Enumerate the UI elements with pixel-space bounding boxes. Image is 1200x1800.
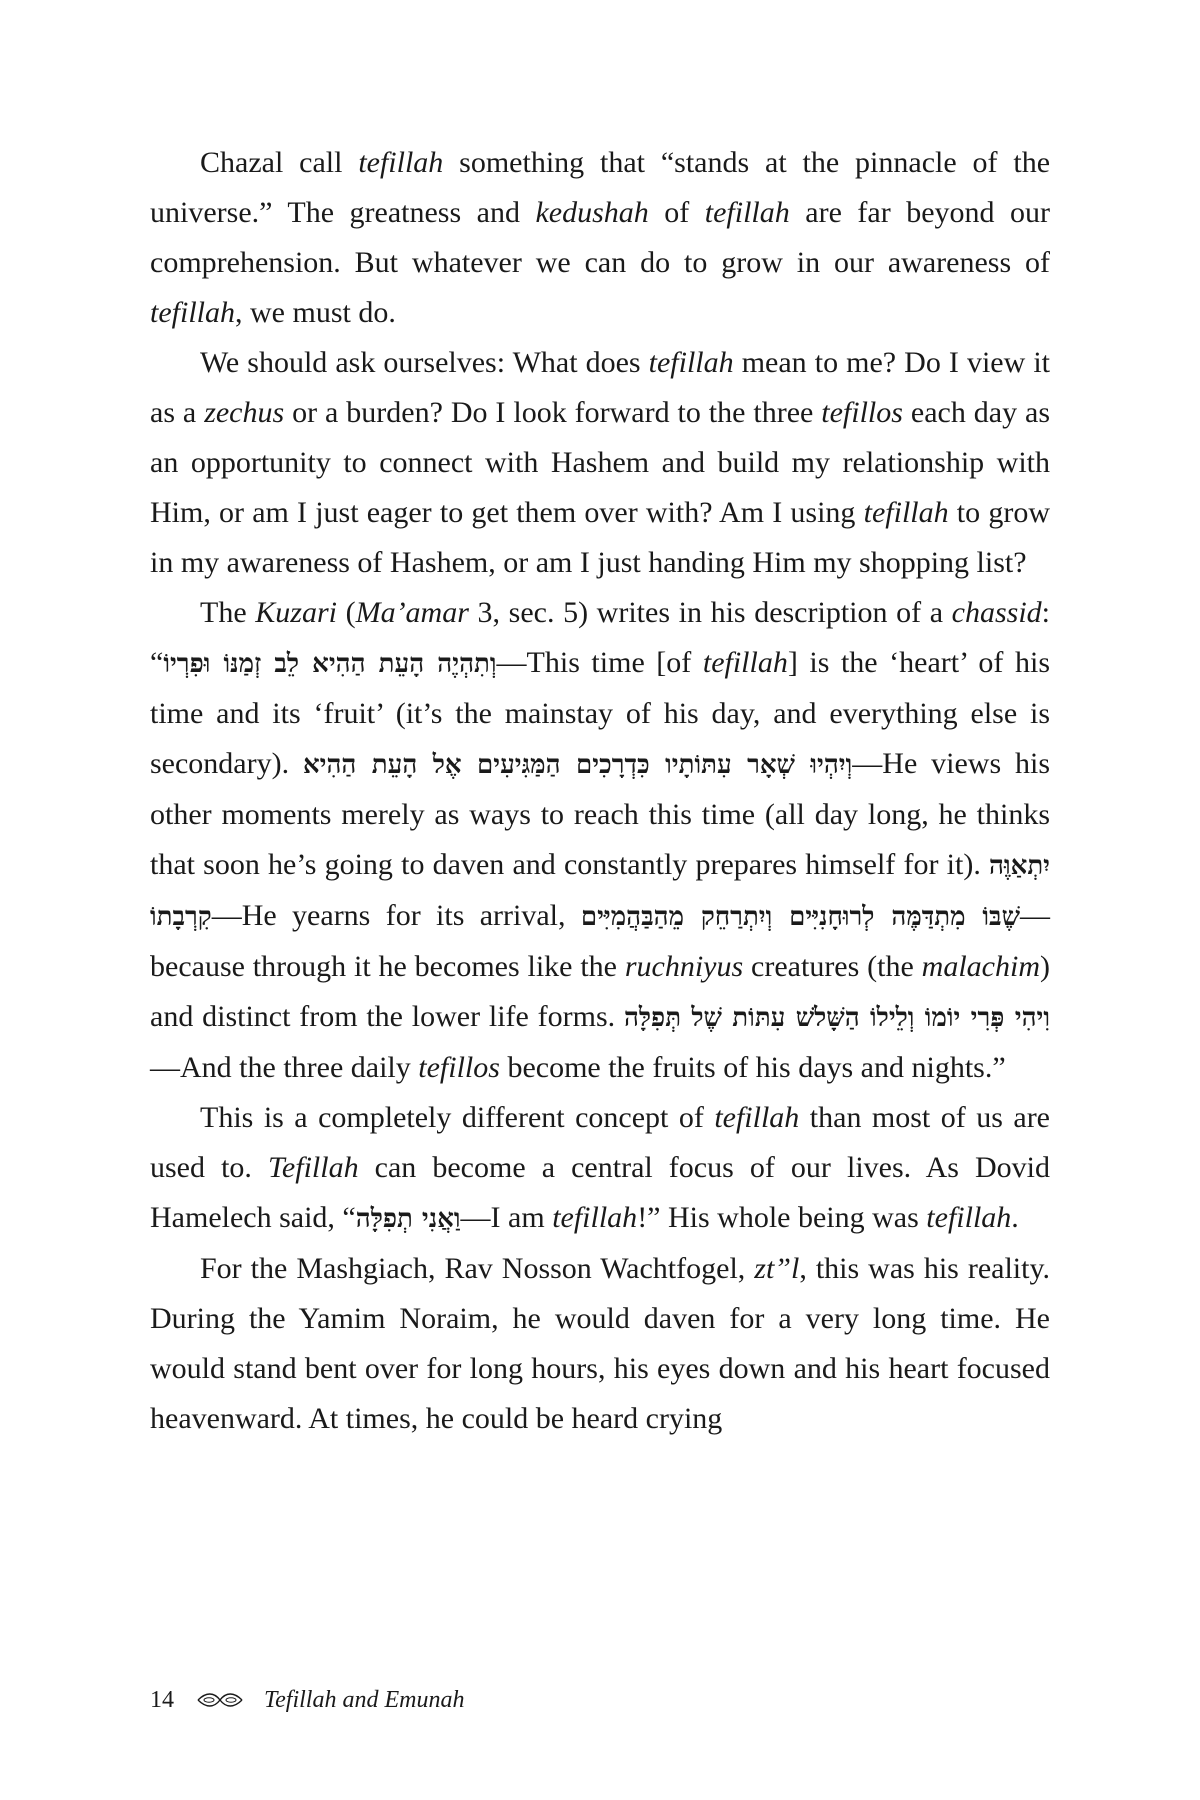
paragraph-1: Chazal call tefillah something that “stands at the pinnacle of the universe.” The greatness and kedushah of tefillah are far beyond our comprehension. But whatever we can do to grow in our awareness of tefillah, we must do.: [150, 146, 1051, 329]
page-body: [150, 138, 1050, 1638]
paragraph-3: The Kuzari (Ma’amar 3, sec. 5) writes in his description of a chassid: “וְתִהְיֶה הָעֵת הַהִיא לֵב זְמַנּוֹ וּפִרְיוֹ—This time [of tefillah] is the ‘heart’ of his time and its ‘fruit’ (it’s the mainstay of his day, and everything else is secondary). וְיִהְיוּ שְׁאָר עִתּוֹתָיו כִּדְרָכִים הַמַּגִּיעִים אֶל הָעֵת הַהִיא—He views his other moments merely as ways to reach this time (all day long, he thinks that soon he’s going to daven and constantly prepares himself for it). יִתְאַוֶּה קִרְבָתוֹ—He yearns for its arrival, שֶׁבּוֹ מִתְדַּמֶּה לְרוּחָנִיִּים וְיִתְרַחֵק מֵהַבַּהֲמִיִּים—because through it he becomes like the ruchniyus creatures (the malachim) and distinct from the lower life forms. וִיהִי פְּרִי יוֹמוֹ וְלֵילוֹ הַשָּׁלֹשׁ עִתּוֹת שֶׁל תְּפִלָּה—And the three daily tefillos become the fruits of his days and nights.”: [150, 596, 1051, 1084]
hebrew-quote-3: יִתְאַוֶּה קִרְבָתוֹ: [150, 851, 1050, 932]
paragraph-4: This is a completely different concept of tefillah than most of us are used to. Tefillah can become a central focus of our lives. As Dovid Hamelech said, “וַאֲנִי תְפִלָּה—I am tefillah!” His whole being was tefillah.: [150, 1101, 1050, 1234]
running-footer-title: Tefillah and Emunah: [264, 1686, 465, 1713]
hebrew-quote-5: וִיהִי פְּרִי יוֹמוֹ וְלֵילוֹ הַשָּׁלֹשׁ עִתּוֹת שֶׁל תְּפִלָּה: [623, 1003, 1051, 1033]
hebrew-quote-1: וְתִהְיֶה הָעֵת הַהִיא לֵב זְמַנּוֹ וּפִרְיוֹ: [163, 649, 497, 679]
hebrew-quote-6: וַאֲנִי תְפִלָּה: [355, 1204, 461, 1234]
flourish-ornament-icon: [196, 1690, 244, 1710]
page-number: 14: [150, 1686, 174, 1713]
page-footer: [150, 1680, 464, 1720]
paragraph-2: We should ask ourselves: What does tefillah mean to me? Do I view it as a zechus or a burden? Do I look forward to the three tefillos each day as an opportunity to connect with Hashem and build my relationship with Him, or am I just eager to get them over with? Am I using tefillah to grow in my awareness of Hashem, or am I just handing Him my shopping list?: [150, 346, 1050, 579]
paragraph-5: For the Mashgiach, Rav Nosson Wachtfogel, zt”l, this was his reality. During the Yamim Noraim, he would daven for a very long time. He would stand bent over for long hours, his eyes down and his heart focused heavenward. At times, he could be heard crying: [150, 1252, 1050, 1435]
hebrew-quote-4: שֶׁבּוֹ מִתְדַּמֶּה לְרוּחָנִיִּים וְיִתְרַחֵק מֵהַבַּהֲמִיִּים: [580, 902, 1020, 932]
hebrew-quote-2: וְיִהְיוּ שְׁאָר עִתּוֹתָיו כִּדְרָכִים הַמַּגִּיעִים אֶל הָעֵת הַהִיא: [302, 750, 853, 780]
